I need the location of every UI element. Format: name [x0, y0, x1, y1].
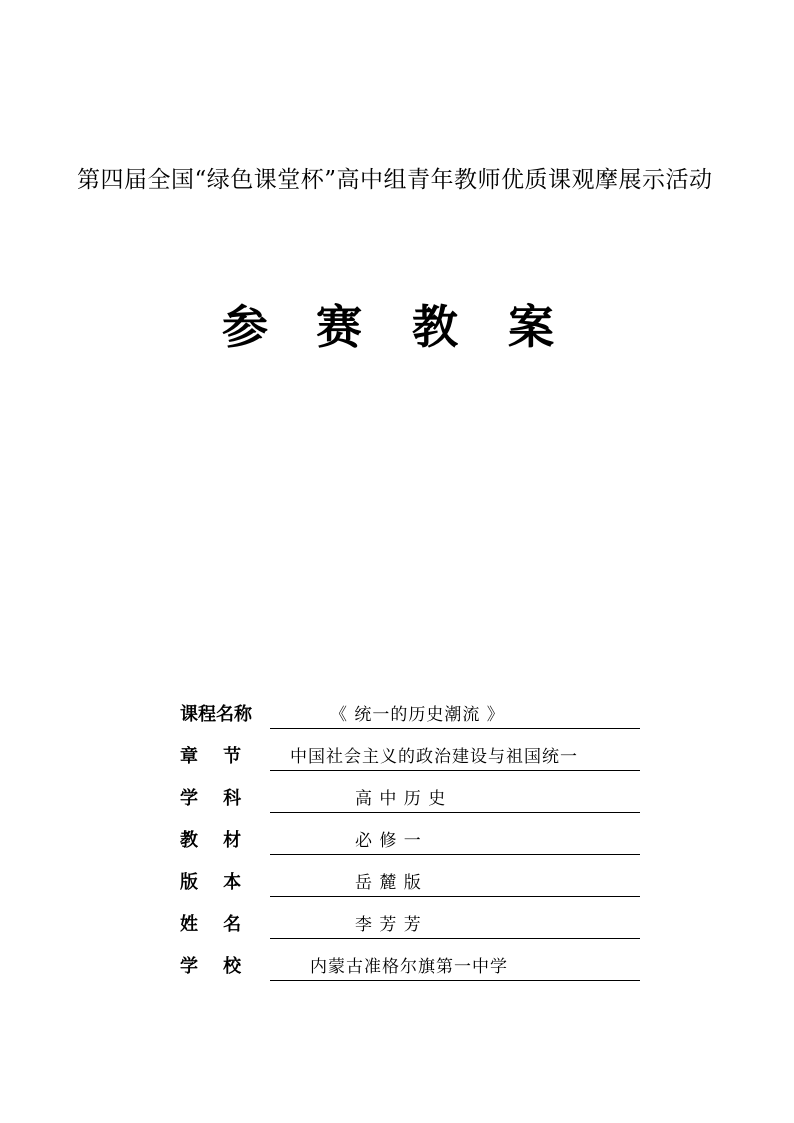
chapter-label: 章 节 — [180, 746, 242, 767]
course-name-value: 《 统一的历史潮流 》 — [330, 705, 505, 725]
name-label: 姓 名 — [180, 914, 242, 935]
school-label: 学 校 — [180, 956, 242, 977]
subject-label: 学 科 — [180, 788, 242, 809]
textbook-underline — [270, 826, 640, 855]
subject-underline — [270, 784, 640, 813]
event-title: 第四届全国“绿色课堂杯”高中组青年教师优质课观摩展示活动 — [77, 167, 713, 193]
textbook-label: 教 材 — [180, 830, 242, 851]
name-row — [180, 910, 650, 940]
document-title-char: 参 — [222, 300, 268, 354]
edition-label: 版 本 — [180, 872, 242, 893]
textbook-value: 必 修 一 — [355, 831, 422, 851]
subject-value: 高 中 历 史 — [355, 789, 447, 809]
name-underline — [270, 910, 640, 939]
school-row — [180, 952, 650, 982]
chapter-value: 中国社会主义的政治建设与祖国统一 — [290, 747, 578, 767]
edition-underline — [270, 868, 640, 897]
edition-value: 岳 麓 版 — [355, 873, 422, 893]
course-name-label: 课程名称 — [180, 704, 252, 725]
edition-row — [180, 868, 650, 898]
document-title-char: 案 — [508, 300, 554, 354]
textbook-row — [180, 826, 650, 856]
school-value: 内蒙古准格尔旗第一中学 — [310, 957, 508, 977]
name-value: 李 芳 芳 — [355, 915, 422, 935]
document-title — [0, 295, 794, 365]
subject-row — [180, 784, 650, 814]
course-name-row — [180, 700, 650, 730]
document-title-char: 教 — [412, 300, 458, 354]
document-title-char: 赛 — [316, 300, 362, 354]
chapter-row — [180, 742, 650, 772]
